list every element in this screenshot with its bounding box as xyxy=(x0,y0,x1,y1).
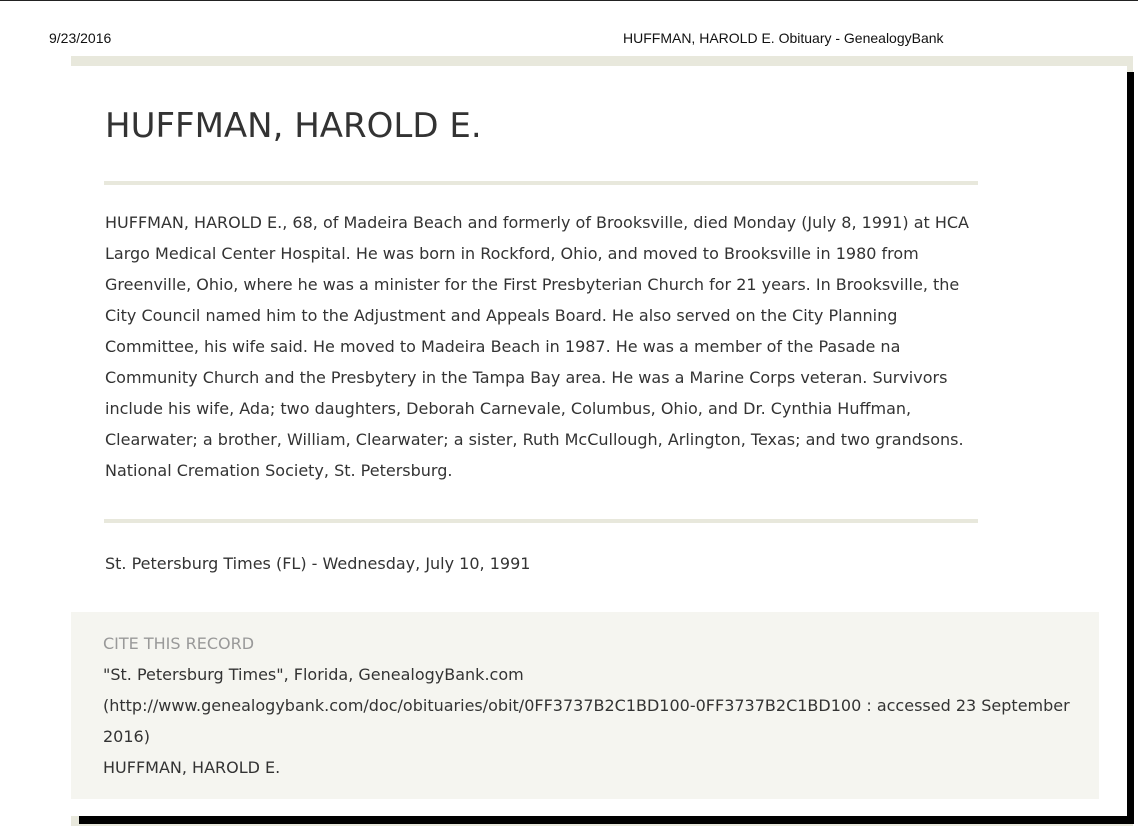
obituary-name-heading: HUFFMAN, HAROLD E. xyxy=(105,106,482,146)
citation-text[interactable] xyxy=(103,659,1093,783)
citation-heading: CITE THIS RECORD xyxy=(103,634,255,653)
top-rule xyxy=(0,0,1138,1)
citation-name: HUFFMAN, HAROLD E. xyxy=(103,758,281,777)
obituary-source: St. Petersburg Times (FL) - Wednesday, July 10, 1991 xyxy=(105,554,531,573)
print-page-title: HUFFMAN, HAROLD E. Obituary - GenealogyBank xyxy=(623,30,944,46)
divider-bottom xyxy=(104,519,978,523)
obituary-text: HUFFMAN, HAROLD E., 68, of Madeira Beach and formerly of Brooksville, died Monday (July 8, 1991) at HCA Largo Medical Center Hospital. He was born in Rockford, Ohio, and moved to Brooksville in 1980 from Greenville, Ohio, where he was a minister for the First Presbyterian Church for 21 years. In Brooksville, the City Council named him to the Adjustment and Appeals Board. He also served on the City Planning Committee, his wife said. He moved to Madeira Beach in 1987. He was a member of the Pasade na Community Church and the Presbytery in the Tampa Bay area. He was a Marine Corps veteran. Survivors include his wife, Ada; two daughters, Deborah Carnevale, Columbus, Ohio, and Dr. Cynthia Huffman, Clearwater; a brother, William, Clearwater; a sister, Ruth McCullough, Arlington, Texas; and two grandsons. National Cremation Society, St. Petersburg. xyxy=(105,213,969,480)
citation-publication: "St. Petersburg Times", Florida, GenealogyBank.com xyxy=(103,665,524,684)
divider-top xyxy=(104,181,978,185)
print-date: 9/23/2016 xyxy=(49,30,112,46)
citation-url[interactable]: (http://www.genealogybank.com/doc/obituaries/obit/0FF3737B2C1BD100-0FF3737B2C1BD100 : accessed 23 September 2016) xyxy=(103,696,1070,746)
